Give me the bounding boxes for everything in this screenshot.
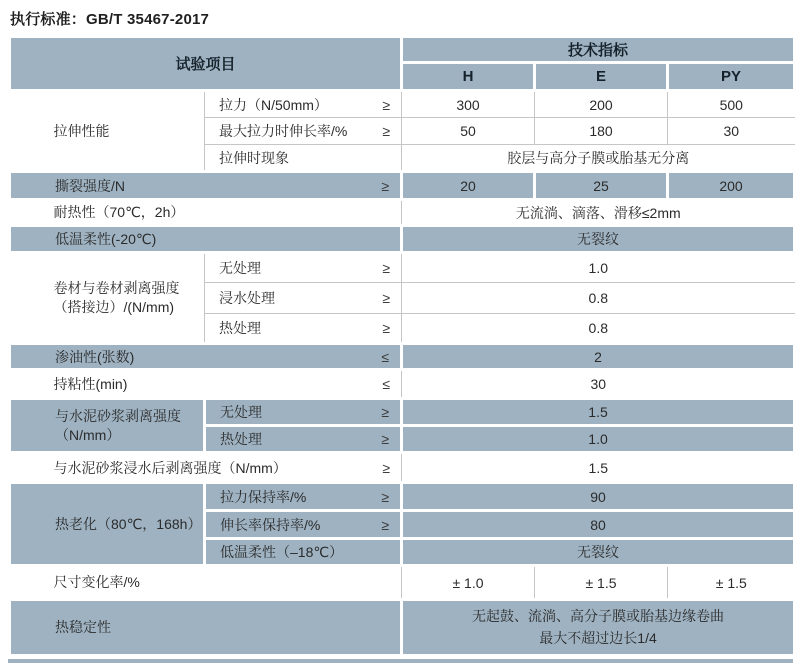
header-row-1 — [10, 37, 795, 63]
thermal-stability-value-line1: 无起鼓、流淌、高分子膜或胎基边缘卷曲 — [472, 607, 725, 624]
roll-peel-label-line2: （搭接边）/(N/mm) — [53, 299, 175, 315]
gte-symbol: ≥ — [381, 404, 390, 420]
mortar-peel-label-line1: 与水泥砂浆剥离强度 — [55, 407, 181, 424]
row-low-temp — [10, 226, 795, 253]
tensile-elongation-h: 50 — [402, 118, 535, 145]
roll-peel-heat-name: 热处理 — [219, 320, 261, 336]
roll-peel-label-line1: 卷材与卷材剥离强度 — [53, 280, 180, 297]
row-adhesion — [10, 370, 795, 399]
tensile-force-e: 200 — [535, 91, 668, 118]
header-col-e: E — [535, 63, 668, 91]
thermal-stability-value — [402, 600, 795, 656]
gte-symbol: ≥ — [382, 123, 391, 139]
heat-aging-label: 热老化（80℃，168h） — [10, 483, 205, 566]
roll-peel-untreated-value: 1.0 — [402, 253, 795, 283]
row-tear-strength — [10, 172, 795, 200]
mortar-peel-soaked-value: 1.5 — [402, 453, 795, 483]
lte-symbol: ≤ — [382, 376, 391, 392]
mortar-peel-soaked-label-cell — [10, 453, 402, 483]
roll-peel-heat-name-cell — [205, 314, 402, 344]
row-tensile-force — [10, 91, 795, 118]
oil-permeability-label: 渗油性(张数) — [55, 348, 135, 365]
mortar-peel-heat-name: 热处理 — [220, 431, 262, 447]
gte-symbol: ≥ — [382, 320, 391, 336]
row-thermal-stability — [10, 600, 795, 656]
header-col-py: PY — [668, 63, 795, 91]
aging-low-temp-value: 无裂纹 — [402, 539, 795, 566]
mortar-peel-label-line2: （N/mm） — [55, 426, 121, 443]
tear-e: 25 — [535, 172, 668, 200]
gte-symbol: ≥ — [381, 431, 390, 447]
header-test-item: 试验项目 — [10, 37, 402, 91]
row-mortar-peel-untreated — [10, 399, 795, 426]
header-tech-index: 技术指标 — [402, 37, 795, 63]
row-oil-permeability — [10, 344, 795, 370]
aging-elongation-name: 伸长率保持率/% — [220, 516, 321, 533]
tear-label-cell — [10, 172, 402, 200]
roll-peel-heat-value: 0.8 — [402, 314, 795, 344]
mortar-peel-soaked-label: 与水泥砂浆浸水后剥离强度（N/mm） — [53, 459, 287, 476]
mortar-peel-label — [10, 399, 205, 453]
aging-elongation-value: 80 — [402, 511, 795, 539]
aging-tension-value: 90 — [402, 483, 795, 511]
heat-resistance-label: 耐热性（70℃，2h） — [10, 200, 402, 226]
tear-h: 20 — [402, 172, 535, 200]
row-roll-peel-untreated — [10, 253, 795, 283]
oil-permeability-label-cell — [10, 344, 402, 370]
tensile-phenomenon-value: 胶层与高分子膜或胎基无分离 — [402, 145, 795, 172]
header-col-h: H — [402, 63, 535, 91]
roll-peel-label — [10, 253, 205, 344]
tensile-force-name-cell — [205, 91, 402, 118]
roll-peel-untreated-name-cell — [205, 253, 402, 283]
standard-title: 执行标准：GB/T 35467-2017 — [10, 11, 210, 28]
adhesion-label-cell — [10, 370, 402, 399]
gte-symbol: ≥ — [381, 516, 390, 533]
roll-peel-water-value: 0.8 — [402, 283, 795, 314]
mortar-peel-untreated-value: 1.5 — [402, 399, 795, 426]
aging-elongation-name-cell — [205, 511, 402, 539]
mortar-peel-untreated-name-cell — [205, 399, 402, 426]
row-heat-resistance — [10, 200, 795, 226]
dimension-change-py: ± 1.5 — [668, 566, 795, 600]
tensile-force-h: 300 — [402, 91, 535, 118]
tensile-elongation-name: 最大拉力时伸长率/% — [219, 123, 348, 139]
tensile-elongation-py: 30 — [668, 118, 795, 145]
oil-permeability-value: 2 — [402, 344, 795, 370]
tensile-label: 拉伸性能 — [53, 122, 110, 139]
gte-symbol: ≥ — [382, 96, 391, 113]
mortar-peel-heat-value: 1.0 — [402, 426, 795, 453]
dimension-change-h: ± 1.0 — [402, 566, 535, 600]
tensile-force-name: 拉力（N/50mm） — [219, 96, 328, 113]
tensile-elongation-e: 180 — [535, 118, 668, 145]
gte-symbol: ≥ — [381, 488, 390, 505]
row-aging-tension — [10, 483, 795, 511]
tensile-phenomenon-name-cell — [205, 145, 402, 172]
roll-peel-water-name-cell — [205, 283, 402, 314]
row-mortar-peel-soaked — [10, 453, 795, 483]
aging-low-temp-name: 低温柔性（–18℃） — [220, 544, 344, 560]
mortar-peel-heat-name-cell — [205, 426, 402, 453]
spec-table — [8, 35, 796, 657]
dimension-change-e: ± 1.5 — [535, 566, 668, 600]
thermal-stability-value-line2: 最大不超过边长1/4 — [539, 629, 657, 646]
adhesion-label: 持粘性(min) — [53, 376, 128, 392]
adhesion-value: 30 — [402, 370, 795, 399]
aging-tension-name-cell — [205, 483, 402, 511]
roll-peel-untreated-name: 无处理 — [219, 260, 261, 276]
low-temp-label: 低温柔性(-20℃) — [10, 226, 402, 253]
tensile-phenomenon-name: 拉伸时现象 — [219, 149, 289, 166]
table-bottom-rule — [8, 659, 793, 663]
tensile-elongation-name-cell — [205, 118, 402, 145]
tear-label: 撕裂强度/N — [55, 177, 125, 194]
aging-tension-name: 拉力保持率/% — [220, 488, 307, 505]
gte-symbol: ≥ — [381, 177, 390, 194]
gte-symbol: ≥ — [382, 290, 391, 306]
low-temp-value: 无裂纹 — [402, 226, 795, 253]
lte-symbol: ≤ — [381, 348, 390, 365]
roll-peel-water-name: 浸水处理 — [219, 290, 275, 306]
mortar-peel-untreated-name: 无处理 — [220, 404, 262, 420]
row-dimension-change — [10, 566, 795, 600]
tensile-force-py: 500 — [668, 91, 795, 118]
gte-symbol: ≥ — [382, 260, 391, 276]
dimension-change-label: 尺寸变化率/% — [10, 566, 402, 600]
tear-py: 200 — [668, 172, 795, 200]
gte-symbol: ≥ — [382, 459, 391, 476]
thermal-stability-label: 热稳定性 — [10, 600, 402, 656]
aging-low-temp-name-cell — [205, 539, 402, 566]
heat-resistance-value: 无流淌、滴落、滑移≤2mm — [402, 200, 795, 226]
